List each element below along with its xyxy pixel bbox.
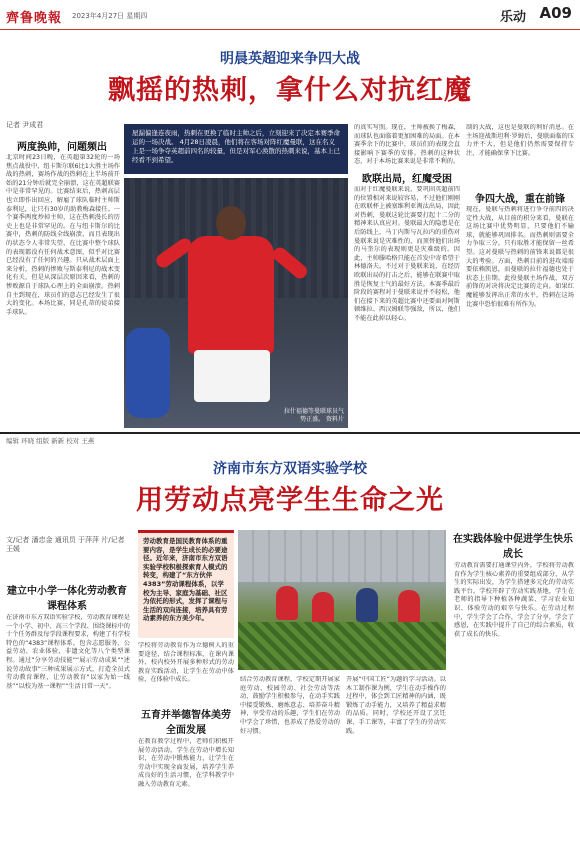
- article1-section1-text: 北京时间23日晚，在英超第32轮的一场焦点战役中，纽卡斯尔联6比1大胜主场作战的热刺，赛场作战的热刺在上半场前开始的21分钟后就完全崩溃，这在英超联赛中是非常罕见的。比赛结束后，热刺高层也立即作出回应，解雇了球队临时主帅斯泰利尼，让只有30岁的助教梅森接任。一个赛季两度炒掉主帅，这在热刺漫长的历史上也是非常罕见的。在与纽卡斯尔的比赛中，热刺的防线全线崩溃，而且表现出的状态令人非常失望，在比赛中整个球队的表现都没有任何战术意图，似乎对比赛已经没有了任何的兴趣。只从战术层面上来分析，热刺的惨败与斯泰利尼的战术变化有关，但是从深层次原因来看，热刺的惨败源自于球队心理上的全面崩溃。热刺自主到现在，球员们的意志已经发生了很大的变化。本场比赛，同是孔蒂的徒弟接手球队。: [6, 154, 120, 316]
- article1-section2-text: 而对于红魔曼联来说，要巩固英超前四的位置相对来说较容易，不过他们刚刚在欧联杯上被塞维利亚淘汰出局，因此对热刺，曼联这轮比赛要打起十二分的精神来认真应对。曼联最大的隐患是在后防线上，马丁内斯与瓦拉内的重伤对曼联来说是灾难性的，而顶替他们出场的马奎尔的表现则更是灾难级的。因此，主帅滕哈格只能在首发中寄希望于林德洛夫。不过对于曼联来说，在经历欧联出局的打击之后，能够在联赛中取胜是恢复士气的最好方法。本赛季最后阶段的赛程对于曼联来说并不轻松，他们在接下来的英超比赛中还要面对阿斯顿维拉、西汉姆联等强敌，所以，他们不能在此掉以轻心。: [354, 186, 460, 322]
- issue-date: 2023年4月27日 星期四: [72, 12, 148, 20]
- article1-title: 飘摇的热刺，拿什么对抗红魔: [108, 75, 472, 106]
- page-number: A09: [539, 4, 572, 22]
- player-jersey: [188, 236, 274, 354]
- article2-section3-head: 在实践体验中促进学生快乐成长: [453, 534, 573, 560]
- article2-lead: 劳动教育是国民教育体系的重要内容，是学生成长的必要途径。近年来，济南市东方双语实验学校积极探索育人模式的转变，构建了“东方伙伴4383”劳动课程体系，以学校为主导、家庭为基础、社区为依托的形式，发挥了课程与生活的双向连接，培养具有劳动素养的东方美少年。: [138, 530, 234, 638]
- article1-col-mid2: 的真实写照。现在，主帅被换了梅森，而球队也面临着更加困难的局面。在本赛季余下的比赛中，球员们的表现会直接影响下赛季的安排。热刺的这种状态，对于本场比赛来说是非常不利的。: [354, 124, 460, 166]
- article2-section3-text: 劳动教育需要打通课堂内外，学校将劳动教育作为学生核心素养的重要组成部分，从学生的实际出发，为学生搭建多元化的劳动实践平台。学校开辟了劳动实践基地，学生在老师的指导下种植各种蔬菜、学习农业知识、体验劳动的艰辛与快乐。在劳动过程中，学生学会了合作，学会了分享，学会了感恩，在实践中提升了自己的综合素质，收获了成长的快乐。: [454, 562, 574, 638]
- article2-section2-head: 五育并举德智体美劳全面发展: [141, 710, 231, 736]
- student-figure: [398, 590, 420, 624]
- player-head: [216, 206, 246, 240]
- photo-caption: 拉什福德等曼联球员气势正盛。 资料片: [284, 408, 345, 423]
- editor-credit: 编辑 环晓 组版 新新 校对 王燕: [6, 437, 95, 445]
- article2-section1-text: 在济南市东方双语实验学校，劳动教育课程是一个小学、初中、高三个学段、围绕课标中的十个任务群及每学段课程要求，构建了有学校特色的“4383”课程体系，包含志愿服务、公益劳动、农业体验、非遗文化等八个类型课程。通过“分享劳动技能”“展示劳动成果”“述说劳动故事”三种成果展示方式，打造全员式劳动教育课程，让劳动教育“以家为始一线基”“以校为基一课程”“生活日常一天”。: [6, 614, 130, 690]
- article-divider: [0, 432, 580, 434]
- student-figure: [312, 592, 334, 626]
- article2-section2-text: 在教育教学过程中，老师们积极开展劳动活动，学生在劳动中增长知识，在劳动中锻炼能力，让学生在劳动中实现全面发展，培养学生养成良好的生活习惯，在学科教学中融入劳动教育元素。: [138, 738, 234, 788]
- article1-subtitle: 明晨英超迎来争四大战: [220, 51, 360, 67]
- school-building: [238, 530, 446, 582]
- article1-section3-head: 争四大战，重在前锋: [475, 194, 565, 205]
- article1-section3-text: 现在，曼联与热刺将进行争夺前四的决定性大战，从目前的积分来看，曼联在这场比赛中优势明显，只要他们不输球，就能够巩固排名。而热刺则需要全力争取三分，只有取胜才能保留一丝希望。这对曼联与热刺的前锋来说都是很大的考验。方面，热刺目前的进攻端需要依赖凯恩，而曼联的拉什福德也处于状态上佳期。此役曼联主场作战，双方前锋的对决将决定比赛的走向。如果红魔能够发挥出正常的水平，热刺在这场比赛中恐怕很难有所作为。: [466, 206, 574, 308]
- labor-photo: [238, 530, 446, 670]
- football-photo: [124, 178, 348, 428]
- article2-subtitle: 济南市东方双语实验学校: [213, 461, 367, 477]
- player-shorts: [194, 350, 270, 402]
- article1-lead: 屋漏偏逢连夜雨，热刺在更换了临时主帅之后，立刻迎来了决定本赛季命运的一场决战。 4月28日凌晨，他们将在客场对阵红魔曼联，这在名义上是一场争夺英超前四名的较量，但是对军心涣散的热刺来说，基本上已经看不到希望。: [124, 124, 348, 174]
- article2-byline: 文/记者 潘忠金 通讯员 于萍萍 片/记者 王媛: [6, 536, 125, 553]
- newspaper-logo: 齊鲁晚報: [6, 11, 63, 26]
- article1-section1-head: 两度换帅，问题频出: [17, 142, 107, 153]
- article1-col-right: 制的大战，这也是曼联的利好消息。在主场迎战斯坦利·罗姆后，曼联面临的压力并不大，但是他们仍然需要保持专注，才能确保拿下比赛。: [466, 124, 574, 157]
- article2-col-b2: 结合劳动教育课程，学校定期开展家庭劳动、校园劳动、社会劳动等活动，鼓励学生积极参与，在动手实践中接受锻炼、磨炼意志、培养奋斗精神，享受劳动的乐趣，学生们在劳动中学会了珍惜，也养成了热爱劳动的好习惯。: [240, 676, 340, 735]
- article2-col-b1: 学校将劳动教育作为立德树人的重要途径，结合课程标准，在课内课外、校内校外开展多种形式的劳动教育实践活动，让学生在劳动中体验，在体验中成长。: [138, 642, 234, 684]
- article2-title: 用劳动点亮学生生命之光: [136, 485, 444, 516]
- student-figure: [356, 588, 378, 622]
- article1-byline: 记者 尹成君: [6, 121, 44, 129]
- vegetable-garden: [238, 622, 446, 670]
- opponent-player: [126, 328, 170, 418]
- article1-section2-head: 欧联出局，红魔受困: [362, 174, 452, 185]
- section-name: 乐动: [499, 10, 526, 25]
- masthead: [0, 0, 580, 30]
- article2-section1-head: 建立中小学一体化劳动教育课程体系: [7, 586, 127, 612]
- student-figure: [276, 586, 298, 620]
- article2-col-b3: 开展“中国工匠”为题的学习活动。以木工制作课为例，学生在动手操作的过程中，体会到工匠精神的内涵，既锻炼了动手能力，又培养了精益求精的品质。同时，学校还开设了烹饪课、手工课等，丰富了学生的劳动实践。: [346, 676, 446, 735]
